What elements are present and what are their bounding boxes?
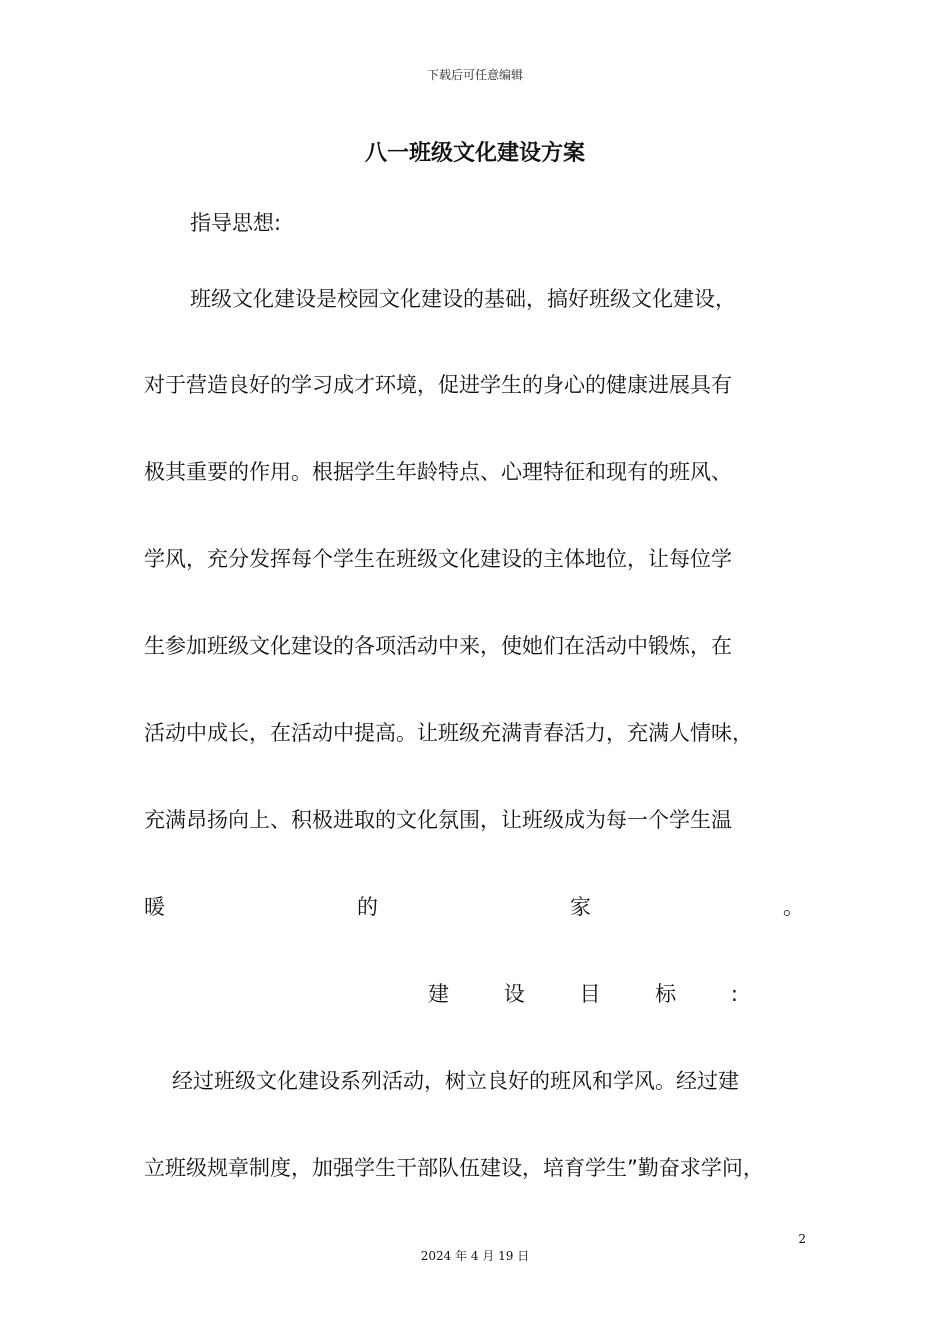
heading-char: 建 [428,982,449,1006]
page-number: 2 [798,1232,806,1246]
header-note: 下载后可任意编辑 [426,68,523,82]
justified-char: 家 [570,895,591,919]
paragraph-line: 活动中成长，在活动中提高。让班级充满青春活力，充满人情味， [144,721,753,745]
heading-char: 标 [655,982,677,1006]
justified-char: 。 [783,895,804,919]
heading-char: : [730,982,738,1006]
paragraph-line: 生参加班级文化建设的各项活动中来，使她们在活动中锻炼，在 [144,634,732,658]
justified-char: 暖 [144,895,165,919]
paragraph-line: 充满昂扬向上、积极进取的文化氛围，让班级成为每一个学生温 [144,808,732,832]
paragraph-last-line [144,892,804,922]
section-heading-goals [428,979,738,1009]
heading-char: 设 [503,982,525,1006]
paragraph-line: 对于营造良好的学习成才环境，促进学生的身心的健康进展具有 [144,373,732,397]
justified-char: 的 [357,895,378,919]
paragraph-line: 经过班级文化建设系列活动，树立良好的班风和学风。经过建 [172,1069,739,1093]
paragraph-line: 立班级规章制度，加强学生干部队伍建设，培育学生”勤奋求学问， [144,1156,764,1180]
footer-date: 2024 年 4 月 19 日 [420,1249,530,1263]
paragraph-line: 极其重要的作用。根据学生年龄特点、心理特征和现有的班风、 [144,460,732,484]
paragraph-line: 班级文化建设是校园文化建设的基础，搞好班级文化建设， [190,287,736,311]
paragraph-line: 学风，充分发挥每个学生在班级文化建设的主体地位，让每位学 [144,547,732,571]
document-title: 八一班级文化建设方案 [364,141,585,166]
section-heading-guiding-thought: 指导思想: [190,211,282,235]
heading-char: 目 [579,982,601,1006]
